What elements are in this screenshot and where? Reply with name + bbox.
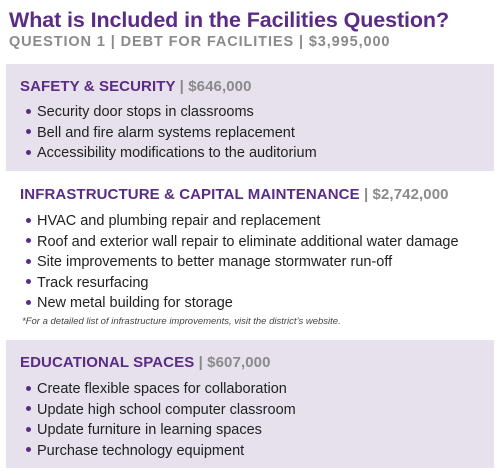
- list-item: [26, 441, 296, 462]
- list-item-text: Bell and fire alarm systems replacement: [37, 124, 295, 141]
- footnote: *For a detailed list of infrastructure improvements, visit the district’s website.: [22, 316, 341, 327]
- section-heading: [20, 78, 252, 95]
- bullet-icon: [26, 259, 31, 264]
- list-item: [26, 143, 317, 164]
- bullet-icon: [26, 300, 31, 305]
- section-educational-spaces: [6, 340, 494, 468]
- list-item: [26, 232, 459, 253]
- section-name: EDUCATIONAL SPACES: [20, 354, 195, 371]
- bullet-icon: [26, 109, 31, 114]
- section-amount: $646,000: [188, 78, 252, 95]
- bullet-icon: [26, 406, 31, 411]
- page-title: What is Included in the Facilities Question?: [9, 8, 449, 32]
- section-infrastructure: [6, 173, 494, 333]
- list-item-text: Create flexible spaces for collaboration: [37, 381, 287, 397]
- bullet-icon: [26, 238, 31, 243]
- section-separator: |: [359, 186, 373, 203]
- section-item-list: [26, 102, 317, 164]
- section-amount: $607,000: [207, 354, 271, 371]
- list-item-text: Roof and exterior wall repair to eliminate additional water damage: [37, 233, 459, 250]
- section-heading: [20, 186, 449, 203]
- list-item: [26, 273, 459, 294]
- list-item: [26, 102, 317, 123]
- section-item-list: [26, 379, 296, 461]
- list-item: [26, 252, 459, 273]
- list-item-text: Update high school computer classroom: [37, 401, 296, 418]
- list-item-text: Purchase technology equipment: [37, 442, 245, 459]
- list-item-text: HVAC and plumbing repair and replacement: [37, 213, 321, 229]
- list-item-text: Update furniture in learning spaces: [37, 422, 262, 438]
- section-separator: |: [175, 78, 189, 95]
- list-item-text: Accessibility modifications to the auditorium: [37, 145, 317, 161]
- section-safety-security: [6, 64, 494, 171]
- list-item: [26, 400, 296, 421]
- bullet-icon: [26, 427, 31, 432]
- bullet-icon: [26, 129, 31, 134]
- section-name: INFRASTRUCTURE & CAPITAL MAINTENANCE: [20, 186, 360, 203]
- section-item-list: [26, 211, 459, 314]
- list-item-text: Track resurfacing: [37, 274, 149, 291]
- section-amount: $2,742,000: [372, 186, 449, 203]
- bullet-icon: [26, 386, 31, 391]
- list-item: [26, 293, 459, 314]
- list-item-text: New metal building for storage: [37, 295, 233, 311]
- section-separator: |: [194, 354, 208, 371]
- section-heading: [20, 354, 271, 371]
- list-item-text: Security door stops in classrooms: [37, 104, 254, 120]
- list-item: [26, 420, 296, 441]
- list-item: [26, 379, 296, 400]
- list-item: [26, 123, 317, 144]
- bullet-icon: [26, 218, 31, 223]
- list-item-text: Site improvements to better manage stormwater run-off: [37, 254, 393, 270]
- bullet-icon: [26, 150, 31, 155]
- list-item: [26, 211, 459, 232]
- section-name: SAFETY & SECURITY: [20, 78, 176, 95]
- page-subtitle: QUESTION 1 | DEBT FOR FACILITIES | $3,995,000: [9, 34, 391, 50]
- bullet-icon: [26, 279, 31, 284]
- bullet-icon: [26, 447, 31, 452]
